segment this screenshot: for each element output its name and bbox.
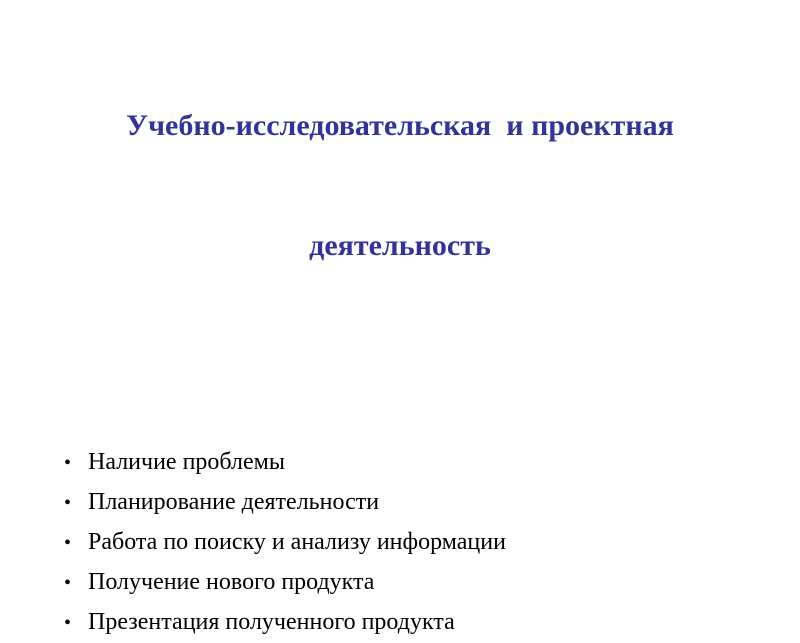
bullet-text: Презентация полученного продукта xyxy=(88,609,455,635)
slide-title-line-1: Учебно-исследовательская и проектная xyxy=(126,109,674,142)
bullet-icon: • xyxy=(64,572,72,594)
bullet-text: Планирование деятельности xyxy=(88,489,380,515)
bullet-text: Работа по поиску и анализу информации xyxy=(88,529,506,555)
list-item xyxy=(64,443,760,483)
bullet-text: Получение нового продукта xyxy=(88,569,375,595)
bullet-icon: • xyxy=(64,452,72,474)
bullet-icon: • xyxy=(64,612,72,634)
bullet-icon: • xyxy=(64,492,72,514)
list-item xyxy=(64,563,760,603)
list-item xyxy=(64,603,760,643)
bullet-list xyxy=(64,443,760,643)
slide-title-line-2: деятельность xyxy=(309,229,491,262)
bullet-text: Наличие проблемы xyxy=(88,449,285,475)
bullet-icon: • xyxy=(64,532,72,554)
list-item xyxy=(64,483,760,523)
list-item xyxy=(64,523,760,563)
